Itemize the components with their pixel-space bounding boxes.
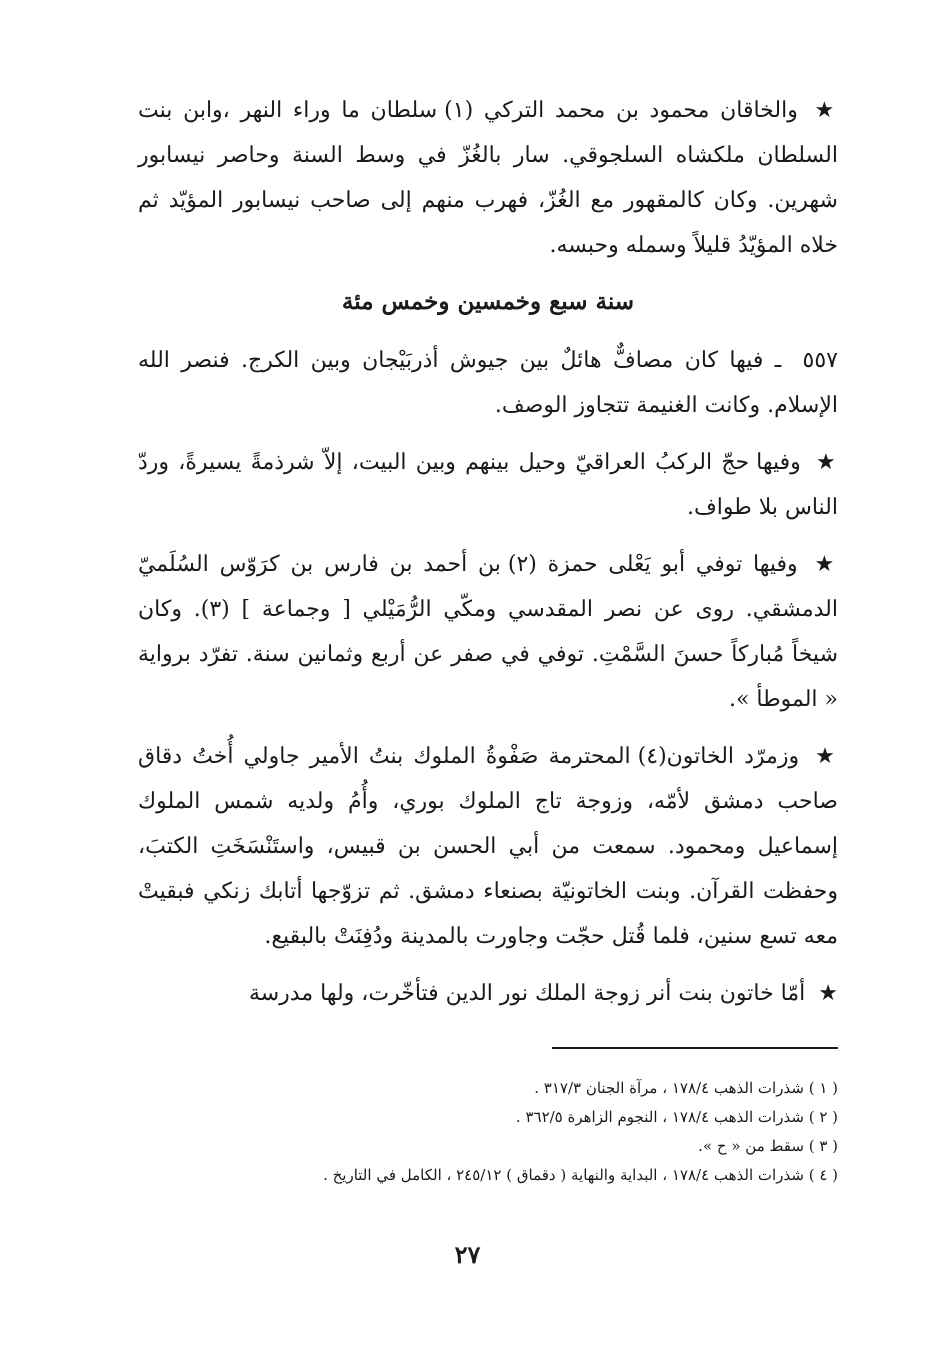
footnote-label: ( ٣ )	[808, 1137, 838, 1155]
footnote-divider	[552, 1047, 838, 1049]
footnote-text: شذرات الذهب ١٧٨/٤ ، البداية والنهاية ( دقماق ) ٢٤٥/١٢ ، الكامل في التاريخ .	[323, 1166, 804, 1184]
page-number: ٢٧	[454, 1240, 481, 1269]
paragraph-zumurrud	[138, 734, 838, 959]
entry-text: ـ فيها كان مصافٌّ هائلٌ بين جيوش أذربَيْجان وبين الكرج. فنصر الله الإسلام. وكانت الغنيمة تتجاوز الوصف.	[138, 348, 838, 418]
footnote-text: شذرات الذهب ١٧٨/٤ ، مرآة الجنان ٣١٧/٣ .	[534, 1079, 804, 1097]
footnote-4	[200, 1161, 838, 1190]
footnote-label: ( ٤ )	[808, 1166, 838, 1184]
paragraph-text: أمّا خاتون بنت أنر زوجة الملك نور الدين فتأخّرت، ولها مدرسة	[248, 981, 806, 1006]
entry-number: ٥٥٧	[802, 348, 838, 373]
paragraph-khatun	[138, 971, 838, 1016]
footnote-text: شذرات الذهب ١٧٨/٤ ، النجوم الزاهرة ٣٦٢/٥ .	[515, 1108, 804, 1126]
star-marker: ★	[816, 450, 838, 475]
footnote-3	[200, 1132, 838, 1161]
entry-557	[138, 338, 838, 428]
year-heading: سنة سبع وخمسين وخمس مئة	[341, 288, 635, 315]
paragraph-text: والخاقان محمود بن محمد التركي (١) سلطان ما وراء النهر ،وابن بنت السلطان ملكشاه السلجوقي. سار بالغُزّ في وسط السنة وحاصر نيسابور شهرين. وكان كالمقهور مع الغُزّ، فهرب منهم إلى صاحب نيسابور المؤيّد ثم خلاه المؤيّدُ قليلاً وسمله وحبسه.	[138, 98, 838, 258]
paragraph-text: وزمرّد الخاتون(٤) المحترمة صَفْوةُ الملوك بنتُ الأمير جاولي أُختُ دقاق صاحب دمشق لأمّه، وزوجة تاج الملوك بوري، وأُمُ ولديه شمس الملوك إسماعيل ومحمود. سمعت من أبي الحسن بن قبيس، واستَنْسَخَتِ الكتبَ، وحفظت القرآن. وبنت الخاتونيّة بصنعاء دمشق. ثم تزوّجها أتابك زنكي فبقيتْ معه تسع سنين، فلما قُتل حجّت وجاورت بالمدينة ودُفِنَتْ بالبقيع.	[138, 744, 838, 949]
star-marker: ★	[818, 981, 838, 1006]
star-marker: ★	[815, 744, 838, 769]
paragraph-abu-yala	[138, 542, 838, 722]
star-marker: ★	[814, 98, 838, 123]
footnote-label: ( ١ )	[808, 1079, 838, 1097]
page-body	[138, 88, 838, 1028]
star-marker: ★	[814, 552, 838, 577]
footnote-1	[200, 1074, 838, 1103]
footnote-text: سقط من « ح ».	[698, 1137, 804, 1155]
paragraph-hajj	[138, 440, 838, 530]
footnote-label: ( ٢ )	[808, 1108, 838, 1126]
paragraph-text: وفيها توفي أبو يَعْلى حمزة (٢) بن أحمد بن فارس بن كرَوّس السُلَميّ الدمشقي. روى عن نصر المقدسي ومكّي الرُّمَيْلي [ وجماعة ] (٣). وكان شيخاً مُباركاً حسنَ السَّمْتِ. توفي في صفر عن أربع وثمانين سنة. تفرّد برواية « الموطأ ».	[138, 552, 838, 712]
footnote-2	[200, 1103, 838, 1132]
footnotes	[200, 1074, 838, 1190]
paragraph-text: وفيها حجّ الركبُ العراقيّ وحيل بينهم وبين البيت، إلاّ شرذمةً يسيرةً، وردّ الناس بلا طواف.	[138, 450, 838, 520]
paragraph-khaqan	[138, 88, 838, 268]
